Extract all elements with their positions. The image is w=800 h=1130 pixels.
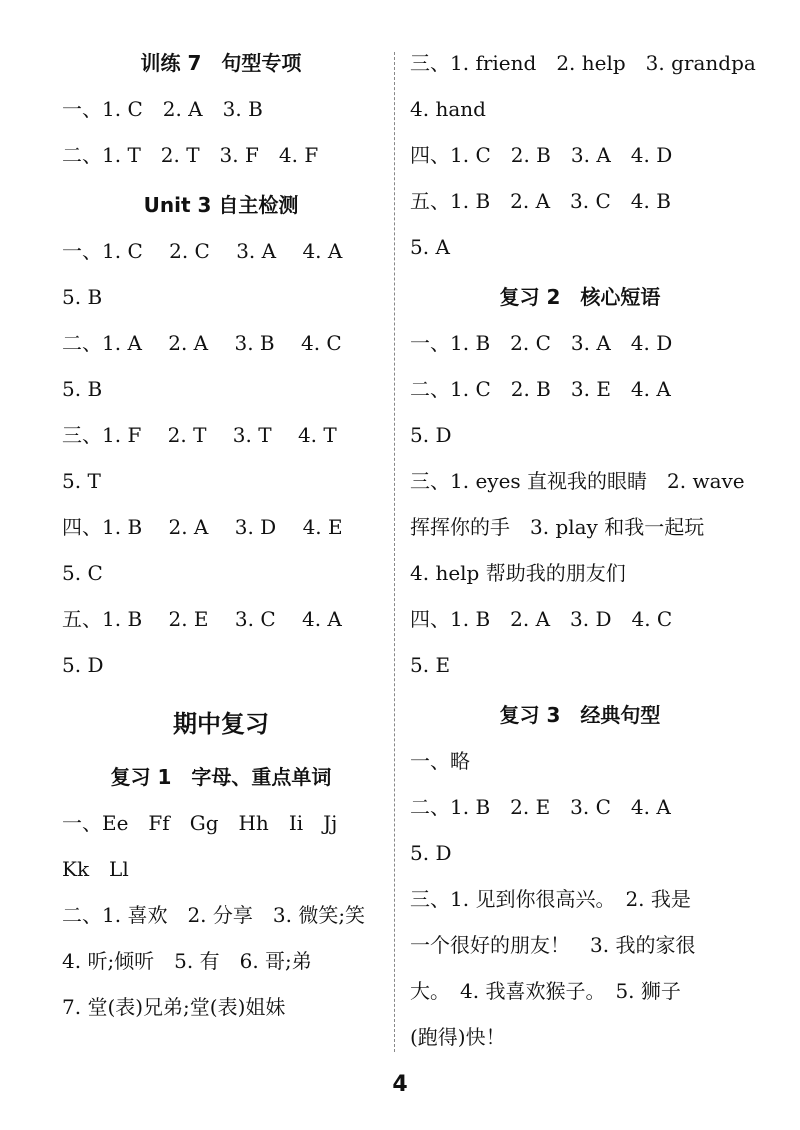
answer-line: 挥挥你的手 3. play 和我一起玩 — [410, 515, 705, 539]
answer-line: 4. 听;倾听 5. 有 6. 哥;弟 — [62, 949, 312, 973]
answer-line: 四、1. B 2. A 3. D 4. C — [410, 607, 673, 631]
answer-line: 二、1. C 2. B 3. E 4. A — [410, 377, 671, 401]
answer-line: 一、略 — [410, 749, 470, 773]
chapter-title-midterm-review: 期中复习 — [173, 710, 269, 738]
answer-line: 一、1. B 2. C 3. A 4. D — [410, 331, 673, 355]
section-title-unit-3-test: Unit 3 自主检测 — [143, 193, 299, 217]
answer-line: 二、1. T 2. T 3. F 4. F — [62, 143, 319, 167]
answer-line: 四、1. C 2. B 3. A 4. D — [410, 143, 673, 167]
answer-line: 5. B — [62, 377, 103, 401]
answer-line: 一个很好的朋友！ 3. 我的家很 — [410, 933, 696, 957]
section-title-review-3: 复习 3 经典句型 — [499, 703, 661, 727]
answer-line: 5. E — [410, 653, 451, 677]
answer-line: Kk Ll — [62, 857, 129, 881]
answer-line: 大。 4. 我喜欢猴子。 5. 狮子 — [410, 979, 681, 1003]
answer-line: 5. C — [62, 561, 103, 585]
answer-line: 五、1. B 2. E 3. C 4. A — [62, 607, 342, 631]
answer-line: 一、Ee Ff Gg Hh Ii Jj — [62, 811, 338, 835]
answer-line: 三、1. friend 2. help 3. grandpa — [410, 51, 756, 75]
answer-line: 5. D — [410, 423, 452, 447]
answer-line: 7. 堂(表)兄弟;堂(表)姐妹 — [62, 995, 286, 1019]
answer-line: 一、1. C 2. A 3. B — [62, 97, 263, 121]
answer-line: (跑得)快！ — [410, 1025, 506, 1049]
answer-line: 五、1. B 2. A 3. C 4. B — [410, 189, 671, 213]
answer-line: 二、1. B 2. E 3. C 4. A — [410, 795, 671, 819]
answer-line: 三、1. eyes 直视我的眼睛 2. wave — [410, 469, 745, 493]
answer-line: 5. T — [62, 469, 101, 493]
answer-line: 三、1. F 2. T 3. T 4. T — [62, 423, 337, 447]
answer-line: 4. help 帮助我的朋友们 — [410, 561, 626, 585]
answer-line: 一、1. C 2. C 3. A 4. A — [62, 239, 343, 263]
page-number: 4 — [392, 1072, 408, 1097]
section-title-review-2: 复习 2 核心短语 — [499, 285, 661, 309]
answer-line: 4. hand — [410, 97, 486, 121]
section-title-review-1: 复习 1 字母、重点单词 — [110, 765, 332, 789]
answer-line: 5. A — [410, 235, 450, 259]
answer-line: 5. B — [62, 285, 103, 309]
answer-line: 三、1. 见到你很高兴。 2. 我是 — [410, 887, 691, 911]
answer-line: 四、1. B 2. A 3. D 4. E — [62, 515, 343, 539]
answer-line: 二、1. A 2. A 3. B 4. C — [62, 331, 342, 355]
answer-line: 5. D — [62, 653, 104, 677]
answer-line: 5. D — [410, 841, 452, 865]
left-column — [62, 40, 380, 1030]
section-title-training-7: 训练 7 句型专项 — [140, 51, 302, 75]
right-column — [410, 40, 756, 1060]
column-divider — [394, 52, 395, 1052]
answer-line: 二、1. 喜欢 2. 分享 3. 微笑;笑 — [62, 903, 366, 927]
